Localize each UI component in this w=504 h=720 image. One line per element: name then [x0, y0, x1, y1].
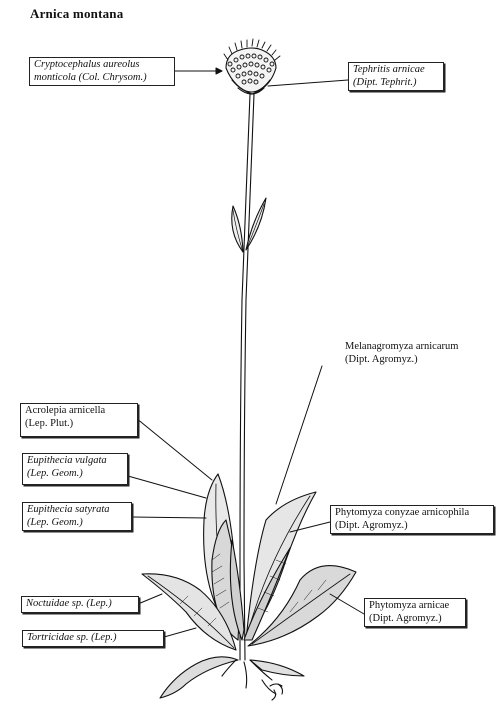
label-cryptocephalus — [29, 57, 175, 86]
label-tephritis-line2: (Dipt. Tephrit.) — [353, 76, 417, 88]
label-acrolepia-line1: Acrolepia arnicella — [25, 405, 106, 416]
diagram-title: Arnica montana — [30, 6, 124, 21]
label-tortricidae — [22, 630, 164, 647]
label-phytomyza-arnicae-line2: (Dipt. Agromyz.) — [369, 612, 442, 624]
label-melanagromyza — [345, 341, 458, 366]
label-phytomyza-arnicae — [364, 598, 466, 627]
label-eupithecia-satyrata-line1: Eupithecia satyrata — [27, 504, 110, 515]
label-tephritis — [348, 62, 444, 91]
label-phytomyza-conyzae-line2: (Dipt. Agromyz.) — [335, 519, 408, 531]
label-cryptocephalus-line1: Cryptocephalus aureolus — [34, 59, 140, 70]
label-eupithecia-satyrata — [22, 502, 132, 531]
stem — [240, 94, 254, 660]
label-melanagromyza-line1: Melanagromyza arnicarum — [345, 341, 459, 352]
label-cryptocephalus-line2: monticola (Col. Chrysom.) — [34, 71, 147, 83]
label-phytomyza-conyzae — [330, 505, 494, 534]
label-eupithecia-vulgata-line2: (Lep. Geom.) — [27, 467, 83, 479]
label-melanagromyza-line2: (Dipt. Agromyz.) — [345, 353, 418, 365]
leader-lines — [128, 68, 364, 637]
label-tephritis-line1: Tephritis arnicae — [353, 64, 425, 75]
label-noctuidae-line1: Noctuidae sp. (Lep.) — [26, 598, 112, 609]
label-tortricidae-line1: Tortricidae sp. (Lep.) — [27, 632, 117, 643]
label-eupithecia-vulgata-line1: Eupithecia vulgata — [27, 455, 107, 466]
label-eupithecia-satyrata-line2: (Lep. Geom.) — [27, 516, 83, 528]
label-eupithecia-vulgata — [22, 453, 128, 485]
label-phytomyza-conyzae-line1: Phytomyza conyzae arnicophila — [335, 507, 470, 518]
label-acrolepia-line2: (Lep. Plut.) — [25, 417, 74, 429]
leaf-rosette — [142, 474, 356, 698]
label-noctuidae — [21, 596, 139, 613]
label-phytomyza-arnicae-line1: Phytomyza arnicae — [369, 600, 450, 611]
label-acrolepia — [20, 403, 138, 437]
